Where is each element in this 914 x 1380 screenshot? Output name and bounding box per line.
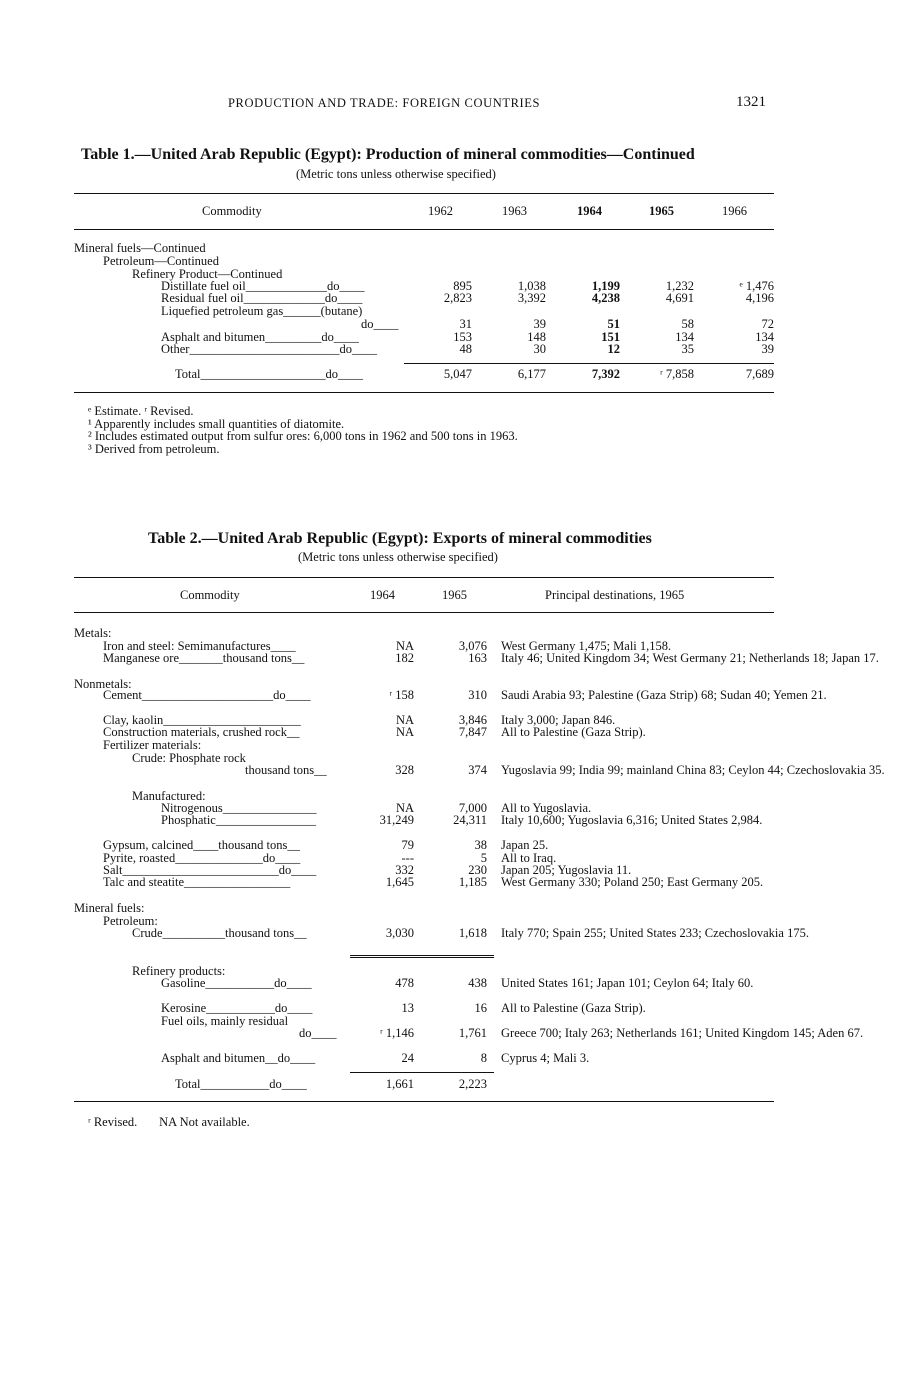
table2-total-row xyxy=(0,1078,914,1091)
table1-cell: 35 xyxy=(681,342,694,356)
table2-destinations: Italy 46; United Kingdom 34; West Germany 21; Netherlands 18; Japan 17. xyxy=(501,651,879,665)
table1-total-row xyxy=(0,368,914,381)
table2-cell-1964: 13 xyxy=(401,1001,414,1015)
table1-col-1963: 1963 xyxy=(502,204,527,218)
table1-cell: 3,392 xyxy=(517,291,546,305)
table1-header-rule xyxy=(74,229,774,230)
table2-destinations: Cyprus 4; Mali 3. xyxy=(501,1051,590,1065)
table2-row-label: Cement_____________________do____ xyxy=(103,688,311,702)
table2-destinations: Japan 205; Yugoslavia 11. xyxy=(501,863,632,877)
table2-row xyxy=(0,689,914,702)
table1-row xyxy=(0,292,914,305)
table1-total-1966: 7,689 xyxy=(745,367,774,381)
table2-destinations: Saudi Arabia 93; Palestine (Gaza Strip) 68; Sudan 40; Yemen 21. xyxy=(501,688,827,702)
table2-row-label: Manganese ore_______thousand tons__ xyxy=(103,651,305,665)
table2-cell-1965: 310 xyxy=(468,688,487,702)
table2-cell-1965: 1,761 xyxy=(458,1026,487,1040)
table1-col-1965: 1965 xyxy=(649,204,674,218)
table2-total-label: Total___________do____ xyxy=(175,1077,307,1091)
table1-cell: 51 xyxy=(607,317,620,331)
table1-cell: 134 xyxy=(675,330,694,344)
table1-row-label: Asphalt and bitumen_________do____ xyxy=(161,330,359,344)
table1-cell: 58 xyxy=(681,317,694,331)
table2-destinations: West Germany 1,475; Mali 1,158. xyxy=(501,639,672,653)
table2-col-1965: 1965 xyxy=(442,588,467,602)
table1-cell: 12 xyxy=(607,342,620,356)
table1-row-label: do____ xyxy=(361,317,399,331)
table2-cell-1965: 16 xyxy=(474,1001,487,1015)
table2-destinations: All to Palestine (Gaza Strip). xyxy=(501,1001,646,1015)
table2-row-label: Talc and steatite_________________ xyxy=(103,875,291,889)
table1-row-label: Liquefied petroleum gas______(butane) xyxy=(161,304,363,318)
table1-footnote: ³ Derived from petroleum. xyxy=(88,442,220,456)
table1-cell: 30 xyxy=(533,342,546,356)
table1-top-rule xyxy=(74,193,774,194)
table2-row-label: do____ xyxy=(299,1026,337,1040)
table2-total-1965: 2,223 xyxy=(458,1077,487,1091)
table1-cell: 148 xyxy=(527,330,546,344)
table1-row-label: Other________________________do____ xyxy=(161,342,377,356)
table2-row-label: Gasoline___________do____ xyxy=(161,976,312,990)
table2-cell-1964: 79 xyxy=(401,838,414,852)
table2-total-rule xyxy=(350,1072,494,1073)
table2-row-label: Mineral fuels: xyxy=(74,901,145,915)
table2-destinations: West Germany 330; Poland 250; East Germany 205. xyxy=(501,875,764,889)
table2-footnote: ʳ Revised. NA Not available. xyxy=(88,1115,250,1129)
table2-cell-1964: ʳ 1,146 xyxy=(380,1026,414,1040)
table2-row xyxy=(0,927,914,940)
table2-row xyxy=(0,1002,914,1015)
table2-row-label: Pyrite, roasted______________do____ xyxy=(103,851,301,865)
table2-row-label: Asphalt and bitumen__do____ xyxy=(161,1051,316,1065)
table2-cell-1964: 24 xyxy=(401,1051,414,1065)
table1-cell: 1,199 xyxy=(591,279,620,293)
table2-cell-1964: 478 xyxy=(395,976,414,990)
table1-cell: 151 xyxy=(601,330,620,344)
table2-bottom-rule xyxy=(74,1101,774,1102)
table1-cell: 2,823 xyxy=(443,291,472,305)
table1-footnote: ² Includes estimated output from sulfur ores: 6,000 tons in 1962 and 500 tons in 1963. xyxy=(88,429,518,443)
table1-total-1964: 7,392 xyxy=(591,367,620,381)
table2-row-label: Construction materials, crushed rock__ xyxy=(103,725,300,739)
table2-row-label: Manufactured: xyxy=(132,789,206,803)
page-number: 1321 xyxy=(736,94,766,110)
table1-cell: 1,232 xyxy=(665,279,694,293)
table1-group-label: Mineral fuels—Continued xyxy=(74,241,206,255)
table1-total-label: Total____________________do____ xyxy=(175,367,364,381)
table1-cell: 31 xyxy=(459,317,472,331)
table2-subtitle: (Metric tons unless otherwise specified) xyxy=(298,550,498,564)
table1-total-1963: 6,177 xyxy=(517,367,546,381)
table2-total-1964: 1,661 xyxy=(385,1077,414,1091)
table2-row xyxy=(0,652,914,665)
table2-row xyxy=(0,814,914,827)
table2-destinations: All to Iraq. xyxy=(501,851,557,865)
table1-row-label: Distillate fuel oil_____________do____ xyxy=(161,279,365,293)
running-head: PRODUCTION AND TRADE: FOREIGN COUNTRIES xyxy=(228,96,541,110)
table2-cell-1964: 1,645 xyxy=(385,875,414,889)
table2-row-label: Fuel oils, mainly residual xyxy=(161,1014,289,1028)
table2-destinations: Italy 10,600; Yugoslavia 6,316; United States 2,984. xyxy=(501,813,763,827)
table2-cell-1965: 3,076 xyxy=(458,639,487,653)
table1-cell: 134 xyxy=(755,330,774,344)
table1-group-label: Refinery Product—Continued xyxy=(132,267,283,281)
table2-cell-1964: 3,030 xyxy=(385,926,414,940)
table2-cell-1965: 7,847 xyxy=(458,725,487,739)
table2-destinations: Yugoslavia 99; India 99; mainland China 83; Ceylon 44; Czechoslovakia 35. xyxy=(501,763,885,777)
table2-row-label: Nitrogenous_______________ xyxy=(161,801,317,815)
table1-total-1962: 5,047 xyxy=(443,367,472,381)
table1-bottom-rule xyxy=(74,392,774,393)
table2-cell-1965: 374 xyxy=(468,763,487,777)
table2-cell-1965: 3,846 xyxy=(458,713,487,727)
table2-destinations: Italy 770; Spain 255; United States 233; Czechoslovakia 175. xyxy=(501,926,809,940)
table2-header-rule xyxy=(74,612,774,613)
table2-row-label: Kerosine___________do____ xyxy=(161,1001,313,1015)
table2-top-rule xyxy=(74,577,774,578)
table2-cell-1964: 328 xyxy=(395,763,414,777)
table1-group-label: Petroleum—Continued xyxy=(103,254,219,268)
table1-col-1966: 1966 xyxy=(722,204,747,218)
table2-cell-1965: 230 xyxy=(468,863,487,877)
table1-cell: 72 xyxy=(761,317,774,331)
table2-cell-1964: 182 xyxy=(395,651,414,665)
table1-cell: 4,691 xyxy=(665,291,694,305)
table1-footnote: ᵉ Estimate. ʳ Revised. xyxy=(88,404,194,418)
table1-row xyxy=(0,305,914,318)
table1-total-rule xyxy=(404,363,774,364)
table2-cell-1964: NA xyxy=(395,725,414,739)
table2-cell-1965: 438 xyxy=(468,976,487,990)
table2-cell-1964: 332 xyxy=(395,863,414,877)
table2-row-label: thousand tons__ xyxy=(245,763,327,777)
table1-col-commodity: Commodity xyxy=(202,204,262,218)
table2-cell-1965: 163 xyxy=(468,651,487,665)
table1-cell: 39 xyxy=(761,342,774,356)
table1-total-1965: ʳ 7,858 xyxy=(660,367,694,381)
table2-cell-1964: NA xyxy=(395,639,414,653)
table2-row-label: Gypsum, calcined____thousand tons__ xyxy=(103,838,300,852)
table2-double-rule xyxy=(350,955,494,958)
table2-cell-1965: 24,311 xyxy=(453,813,487,827)
table2-row-label: Metals: xyxy=(74,626,112,640)
table1-cell: 895 xyxy=(453,279,472,293)
table2-row xyxy=(0,1052,914,1065)
table2-destinations: All to Palestine (Gaza Strip). xyxy=(501,725,646,739)
table2-cell-1965: 1,185 xyxy=(458,875,487,889)
table1-cell: 4,196 xyxy=(745,291,774,305)
table2-destinations: All to Yugoslavia. xyxy=(501,801,592,815)
table2-row-label: Crude: Phosphate rock xyxy=(132,751,246,765)
table2-cell-1964: NA xyxy=(395,713,414,727)
table2-cell-1964: --- xyxy=(401,851,414,865)
table1-col-1964: 1964 xyxy=(577,204,602,218)
table2-destinations: Greece 700; Italy 263; Netherlands 161; United Kingdom 145; Aden 67. xyxy=(501,1026,864,1040)
table2-cell-1965: 5 xyxy=(480,851,487,865)
table2-row-label: Phosphatic________________ xyxy=(161,813,316,827)
table2-cell-1965: 1,618 xyxy=(458,926,487,940)
table2-row xyxy=(0,876,914,889)
table2-row xyxy=(0,764,914,777)
table2-title: Table 2.—United Arab Republic (Egypt): Exports of mineral commodities xyxy=(148,530,652,547)
table1-cell: ᵉ 1,476 xyxy=(739,279,774,293)
table2-row xyxy=(0,977,914,990)
table2-cell-1965: 7,000 xyxy=(458,801,487,815)
table2-row-label: Petroleum: xyxy=(103,914,158,928)
table2-row-label: Iron and steel: Semimanufactures____ xyxy=(103,639,296,653)
table2-row-label: Clay, kaolin______________________ xyxy=(103,713,301,727)
table2-cell-1964: NA xyxy=(395,801,414,815)
table2-row-label: Nonmetals: xyxy=(74,677,132,691)
table2-row-label: Crude__________thousand tons__ xyxy=(132,926,307,940)
table2-col-1964: 1964 xyxy=(370,588,395,602)
table2-destinations: Italy 3,000; Japan 846. xyxy=(501,713,616,727)
table1-cell: 1,038 xyxy=(517,279,546,293)
table2-cell-1964: ʳ 158 xyxy=(389,688,414,702)
table2-col-destinations: Principal destinations, 1965 xyxy=(545,588,685,602)
table1-row-label: Residual fuel oil_____________do____ xyxy=(161,291,363,305)
table1-cell: 39 xyxy=(533,317,546,331)
table1-col-1962: 1962 xyxy=(428,204,453,218)
table1-cell: 4,238 xyxy=(591,291,620,305)
table1-footnote: ¹ Apparently includes small quantities of diatomite. xyxy=(88,417,345,431)
table2-col-commodity: Commodity xyxy=(180,588,240,602)
table2-row-label: Refinery products: xyxy=(132,964,226,978)
table2-row-label: Salt_________________________do____ xyxy=(103,863,317,877)
table2-row-label: Fertilizer materials: xyxy=(103,738,202,752)
table2-cell-1965: 38 xyxy=(474,838,487,852)
table2-cell-1964: 31,249 xyxy=(379,813,414,827)
table1-cell: 153 xyxy=(453,330,472,344)
table1-row xyxy=(0,343,914,356)
table1-cell: 48 xyxy=(459,342,472,356)
table2-cell-1965: 8 xyxy=(480,1051,487,1065)
table2-destinations: United States 161; Japan 101; Ceylon 64; Italy 60. xyxy=(501,976,754,990)
table2-row xyxy=(0,1027,914,1040)
table2-destinations: Japan 25. xyxy=(501,838,549,852)
table1-title: Table 1.—United Arab Republic (Egypt): Production of mineral commodities—Continued xyxy=(81,146,695,163)
table1-subtitle: (Metric tons unless otherwise specified) xyxy=(296,167,496,181)
